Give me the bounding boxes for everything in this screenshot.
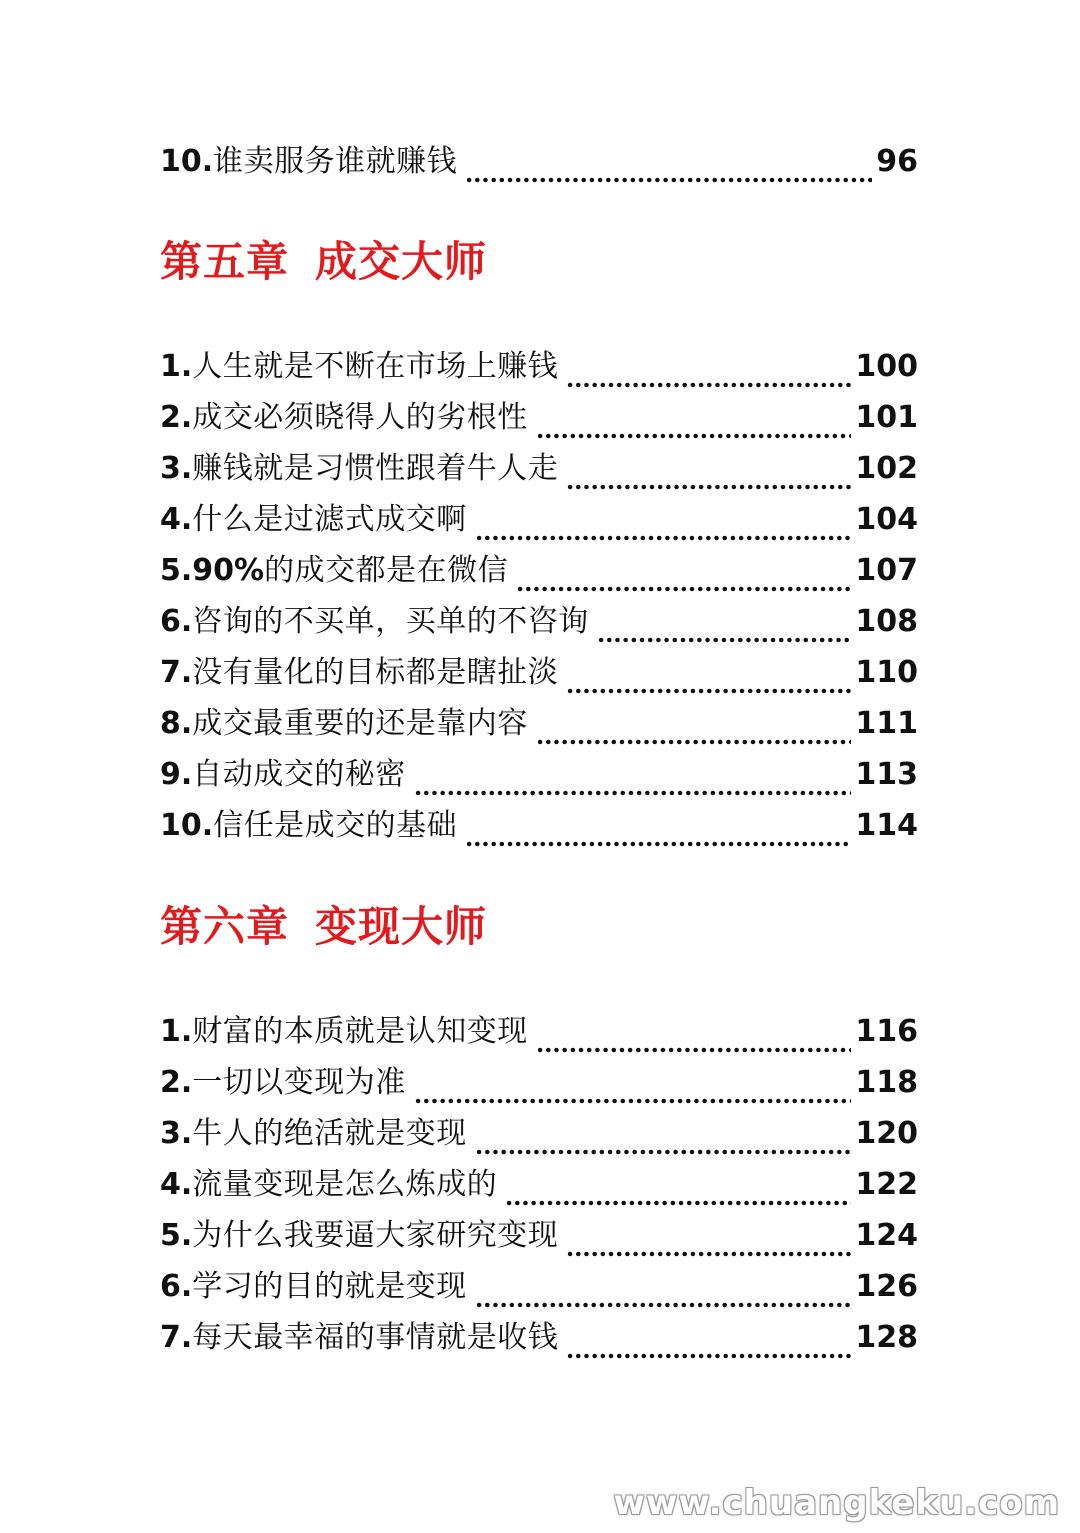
dot-leader (566, 661, 851, 695)
entry-title: 学习的目的就是变现 (192, 1269, 467, 1304)
entry-page-number: 107 (855, 553, 918, 588)
entry-number: 5.90% (160, 553, 265, 588)
toc-entry (160, 396, 918, 440)
entry-title: 财富的本质就是认知变现 (192, 1014, 528, 1049)
entry-title: 信任是成交的基础 (213, 808, 458, 843)
chapter-name: 成交大师 (315, 237, 488, 286)
entry-page-number: 96 (876, 144, 918, 179)
dot-leader (475, 1122, 852, 1156)
entry-title: 流量变现是怎么炼成的 (192, 1167, 498, 1202)
dot-leader (566, 457, 851, 491)
entry-number: 5. (160, 1218, 193, 1253)
entry-number: 1. (160, 1014, 193, 1049)
entry-title: 为什么我要逼大家研究变现 (192, 1218, 559, 1253)
dot-leader (566, 1224, 851, 1258)
entry-title: 赚钱就是习惯性跟着牛人走 (192, 451, 559, 486)
entry-page-number: 128 (855, 1320, 918, 1355)
dot-leader (566, 1326, 851, 1360)
toc-entry (160, 651, 918, 695)
toc-entry (160, 1112, 918, 1156)
toc-entry (160, 549, 918, 593)
entry-page-number: 101 (855, 400, 918, 435)
entry-title: 人生就是不断在市场上赚钱 (192, 349, 559, 384)
entry-page-number: 108 (855, 604, 918, 639)
chapter-6-title (160, 897, 487, 957)
dot-leader (465, 150, 872, 184)
entry-number: 10. (160, 144, 214, 179)
entry-number: 3. (160, 451, 193, 486)
entry-title: 的成交都是在微信 (264, 553, 509, 588)
entry-page-number: 116 (855, 1014, 918, 1049)
entry-title: 牛人的绝活就是变现 (192, 1116, 467, 1151)
chapter-name: 变现大师 (315, 902, 488, 951)
toc-entry (160, 140, 918, 184)
dot-leader (597, 610, 852, 644)
chapter-5-title (160, 232, 487, 292)
entry-number: 4. (160, 1167, 193, 1202)
entry-number: 9. (160, 757, 193, 792)
toc-entry (160, 1214, 918, 1258)
entry-title: 什么是过滤式成交啊 (192, 502, 467, 537)
entry-number: 6. (160, 604, 193, 639)
chapter-label: 第五章 (160, 237, 290, 286)
entry-page-number: 120 (855, 1116, 918, 1151)
toc-entry (160, 1265, 918, 1309)
entry-number: 7. (160, 1320, 193, 1355)
entry-number: 4. (160, 502, 193, 537)
entry-number: 2. (160, 1065, 193, 1100)
entry-title: 一切以变现为准 (192, 1065, 406, 1100)
toc-entry (160, 1163, 918, 1207)
entry-page-number: 104 (855, 502, 918, 537)
entry-number: 8. (160, 706, 193, 741)
entry-title: 成交必须晓得人的劣根性 (192, 400, 528, 435)
entry-page-number: 124 (855, 1218, 918, 1253)
toc-entry (160, 702, 918, 746)
toc-entry (160, 498, 918, 542)
toc-entry (160, 753, 918, 797)
toc-entry (160, 1061, 918, 1105)
dot-leader (414, 1071, 852, 1105)
dot-leader (505, 1173, 851, 1207)
dot-leader (516, 559, 851, 593)
entry-number: 1. (160, 349, 193, 384)
dot-leader (536, 406, 852, 440)
toc-entry (160, 345, 918, 389)
entry-page-number: 113 (855, 757, 918, 792)
entry-number: 2. (160, 400, 193, 435)
entry-page-number: 122 (855, 1167, 918, 1202)
entry-page-number: 114 (855, 808, 918, 843)
entry-page-number: 111 (855, 706, 918, 741)
chapter-label: 第六章 (160, 902, 290, 951)
entry-page-number: 118 (855, 1065, 918, 1100)
dot-leader (465, 814, 851, 848)
toc-entry (160, 804, 918, 848)
entry-title: 每天最幸福的事情就是收钱 (192, 1320, 559, 1355)
entry-page-number: 110 (855, 655, 918, 690)
entry-title: 咨询的不买单，买单的不咨询 (192, 604, 589, 639)
toc-entry (160, 600, 918, 644)
dot-leader (414, 763, 852, 797)
entry-title: 没有量化的目标都是瞎扯淡 (192, 655, 559, 690)
toc-entry (160, 447, 918, 491)
entry-number: 10. (160, 808, 214, 843)
toc-entry (160, 1010, 918, 1054)
entry-title: 谁卖服务谁就赚钱 (213, 144, 458, 179)
entry-page-number: 102 (855, 451, 918, 486)
entry-title: 自动成交的秘密 (192, 757, 406, 792)
dot-leader (536, 712, 852, 746)
dot-leader (475, 508, 852, 542)
entry-page-number: 126 (855, 1269, 918, 1304)
entry-number: 7. (160, 655, 193, 690)
entry-title: 成交最重要的还是靠内容 (192, 706, 528, 741)
entry-number: 3. (160, 1116, 193, 1151)
toc-entry (160, 1316, 918, 1360)
dot-leader (475, 1275, 852, 1309)
entry-page-number: 100 (855, 349, 918, 384)
entry-number: 6. (160, 1269, 193, 1304)
dot-leader (536, 1020, 852, 1054)
watermark: www.chuangkeku.com (613, 1483, 1060, 1523)
dot-leader (566, 355, 851, 389)
